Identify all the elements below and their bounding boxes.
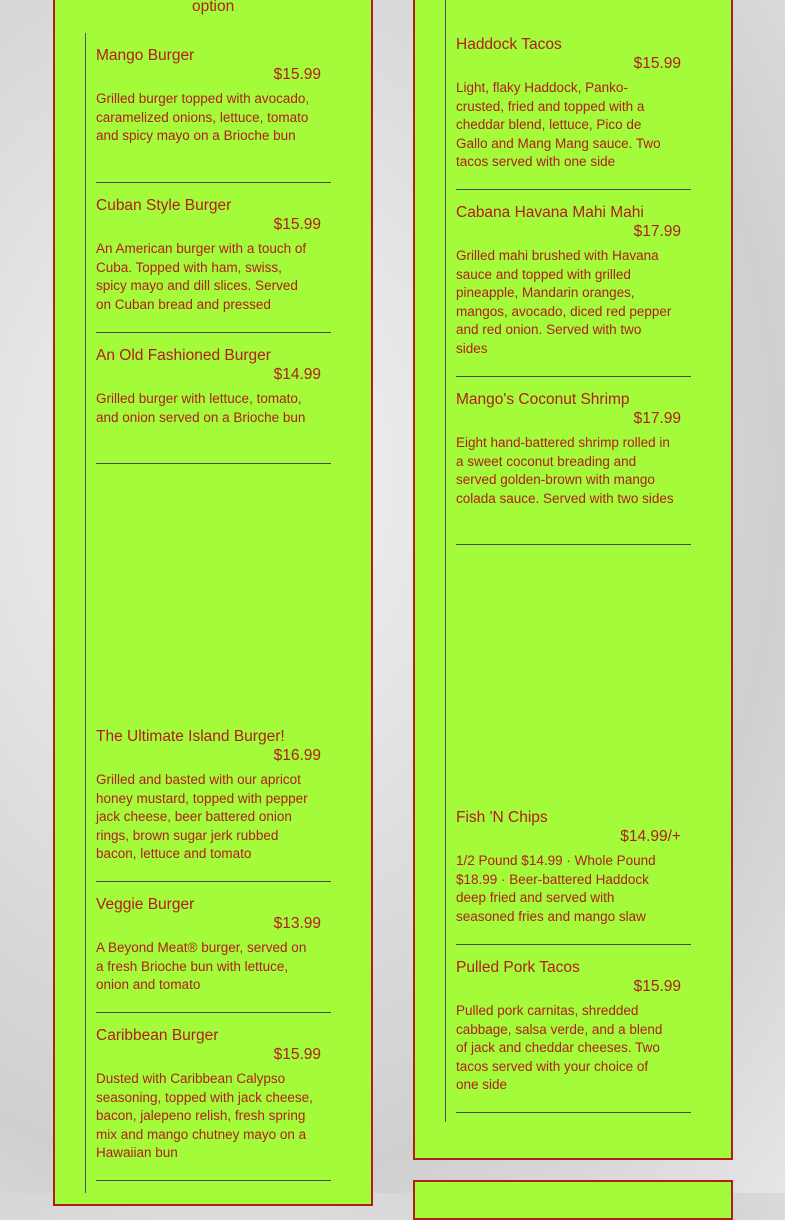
menu-panel-right-next <box>413 1180 733 1220</box>
menu-item <box>96 1026 331 1163</box>
menu-item-price: $15.99 <box>273 66 321 83</box>
menu-item-name: Caribbean Burger <box>96 1027 219 1044</box>
menu-item-name: Mango Burger <box>96 47 195 64</box>
item-separator <box>96 332 331 333</box>
menu-item <box>456 35 691 172</box>
menu-item <box>96 46 331 146</box>
menu-item <box>96 346 331 427</box>
item-separator <box>456 376 691 377</box>
menu-item-price: $15.99 <box>633 978 681 995</box>
menu-item <box>96 727 331 864</box>
menu-item-price: $13.99 <box>273 915 321 932</box>
item-separator <box>96 1012 331 1013</box>
item-separator <box>456 944 691 945</box>
column-divider-right <box>445 0 446 1122</box>
menu-item-description: A Beyond Meat® burger, served on a fresh Brioche bun with lettuce, onion and tomato <box>96 940 307 993</box>
menu-item-name: Veggie Burger <box>96 896 195 913</box>
menu-item-name: Pulled Pork Tacos <box>456 959 580 976</box>
item-separator <box>456 189 691 190</box>
item-separator <box>96 1180 331 1181</box>
menu-item-description: Grilled and basted with our apricot honey mustard, topped with pepper jack cheese, beer battered onion rings, brown sugar jerk rubbed bacon, lettuce and tomato <box>96 772 308 862</box>
menu-item-name: The Ultimate Island Burger! <box>96 728 285 745</box>
menu-item-description: Dusted with Caribbean Calypso seasoning, topped with jack cheese, bacon, jalepeno relish, fresh spring mix and mango chutney mayo on a Hawaiian bun <box>96 1071 313 1161</box>
item-separator <box>456 1112 691 1113</box>
menu-item-name: Haddock Tacos <box>456 36 562 53</box>
menu-item <box>456 958 691 1095</box>
menu-item-name: Cabana Havana Mahi Mahi <box>456 204 644 221</box>
menu-item-name: Cuban Style Burger <box>96 197 232 214</box>
menu-item-price: $16.99 <box>273 747 321 764</box>
menu-item-price: $15.99 <box>273 1046 321 1063</box>
menu-item-description: Grilled burger topped with avocado, caramelized onions, lettuce, tomato and spicy mayo on a Brioche bun <box>96 91 310 144</box>
menu-item-name: Fish 'N Chips <box>456 809 548 826</box>
menu-item <box>96 196 331 314</box>
menu-item-name: Mango's Coconut Shrimp <box>456 391 630 408</box>
menu-item-description: Grilled burger with lettuce, tomato, and onion served on a Brioche bun <box>96 391 306 425</box>
menu-item <box>456 390 691 508</box>
menu-item-description: Light, flaky Haddock, Panko-crusted, fried and topped with a cheddar blend, lettuce, Pico de Gallo and Mang Mang sauce. Two tacos served with one side <box>456 80 661 170</box>
menu-item <box>96 895 331 995</box>
menu-item-price: $14.99/+ <box>620 828 681 845</box>
column-divider-left <box>85 33 86 1193</box>
menu-item <box>456 203 691 359</box>
item-separator <box>96 463 331 464</box>
menu-item-description: Grilled mahi brushed with Havana sauce and topped with grilled pineapple, Mandarin oranges, mangos, avocado, diced red pepper and red onion. Served with two sides <box>456 248 672 356</box>
menu-item-description: 1/2 Pound $14.99 · Whole Pound $18.99 · Beer-battered Haddock deep fried and served with seasoned fries and mango slaw <box>456 853 656 924</box>
item-separator <box>96 881 331 882</box>
menu-item-price: $14.99 <box>273 366 321 383</box>
menu-item-price: $15.99 <box>273 216 321 233</box>
menu-item-name: An Old Fashioned Burger <box>96 347 271 364</box>
menu-item <box>456 808 691 926</box>
menu-item-description: An American burger with a touch of Cuba. Topped with ham, swiss, spicy mayo and dill slices. Served on Cuban bread and pressed <box>96 241 307 312</box>
item-separator <box>96 182 331 183</box>
item-separator <box>456 544 691 545</box>
menu-item-description: Eight hand-battered shrimp rolled in a sweet coconut breading and served golden-brown with mango colada sauce. Served with two sides <box>456 435 674 506</box>
menu-item-price: $17.99 <box>633 410 681 427</box>
menu-item-description: Pulled pork carnitas, shredded cabbage, salsa verde, and a blend of jack and cheddar cheeses. Two tacos served with your choice of one side <box>456 1003 663 1093</box>
menu-option-text: option <box>192 0 235 15</box>
menu-item-price: $17.99 <box>633 223 681 240</box>
menu-item-price: $15.99 <box>633 55 681 72</box>
